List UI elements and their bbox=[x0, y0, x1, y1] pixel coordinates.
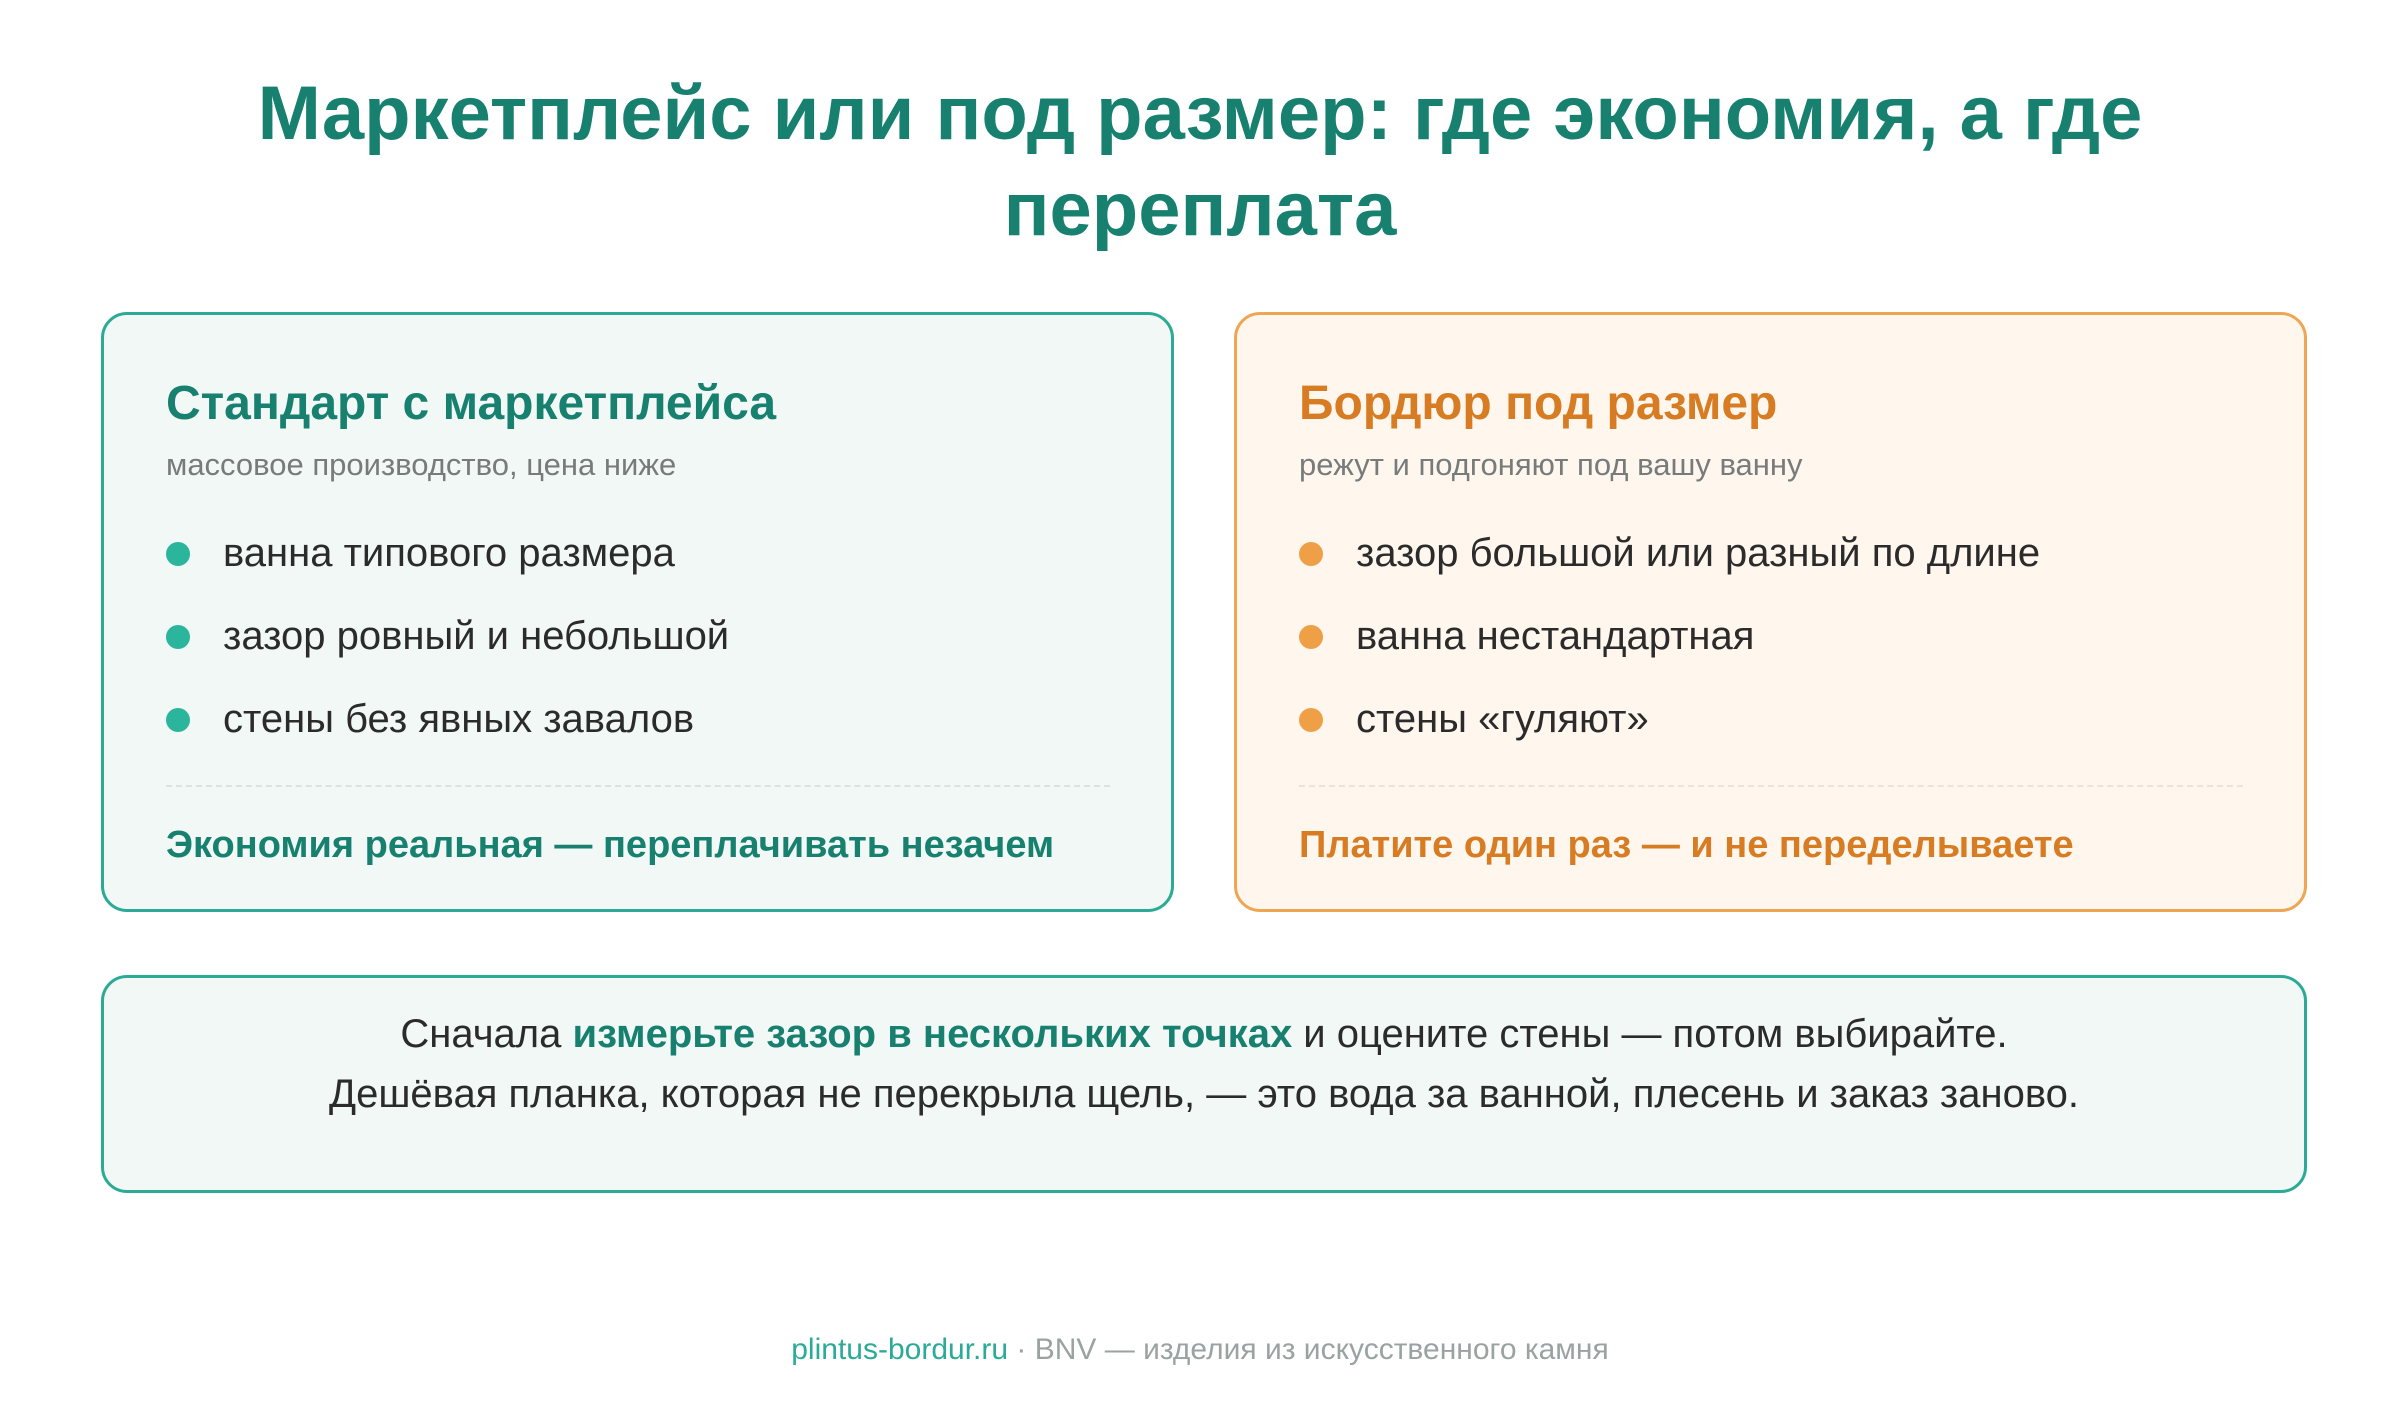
list-item bbox=[166, 678, 1109, 761]
marketplace-subtitle: массовое производство, цена ниже bbox=[166, 447, 677, 482]
list-item bbox=[1299, 678, 2242, 761]
list-item bbox=[1299, 512, 2242, 595]
list-item-text: зазор большой или разный по длине bbox=[1356, 531, 2041, 575]
bullet-dot-icon bbox=[166, 542, 190, 566]
dashed-divider bbox=[1299, 785, 2243, 787]
custom-size-heading: Бордюр под размер bbox=[1299, 377, 1778, 430]
list-item-text: ванна типового размера bbox=[223, 531, 675, 575]
advice-text: и оцените стены — потом выбирайте. bbox=[1292, 1012, 2008, 1056]
bullet-dot-icon bbox=[1299, 708, 1323, 732]
bullet-dot-icon bbox=[166, 708, 190, 732]
custom-size-list bbox=[1299, 512, 2242, 761]
page-title: Маркетплейс или под размер: где экономия, а где переплата bbox=[257, 71, 2143, 252]
list-item-text: зазор ровный и небольшой bbox=[223, 614, 730, 658]
list-item-text: стены «гуляют» bbox=[1356, 697, 1649, 741]
bullet-dot-icon bbox=[1299, 542, 1323, 566]
custom-size-conclusion: Платите один раз — и не переделываете bbox=[1299, 824, 2074, 866]
list-item bbox=[166, 595, 1109, 678]
advice-text: Сначала bbox=[400, 1012, 573, 1056]
list-item bbox=[166, 512, 1109, 595]
dashed-divider bbox=[166, 785, 1110, 787]
bullet-dot-icon bbox=[1299, 625, 1323, 649]
list-item-text: стены без явных завалов bbox=[223, 697, 695, 741]
marketplace-conclusion: Экономия реальная — переплачивать незачем bbox=[166, 824, 1055, 866]
advice-box bbox=[101, 975, 2307, 1193]
footer-site-link[interactable]: plintus-bordur.ru bbox=[791, 1333, 1009, 1366]
list-item bbox=[1299, 595, 2242, 678]
marketplace-card bbox=[101, 312, 1174, 912]
advice-line-2: Дешёвая планка, которая не перекрыла щель, — это вода за ванной, плесень и заказ заново. bbox=[329, 1072, 2079, 1116]
footer-separator: · bbox=[1008, 1333, 1035, 1366]
advice-highlight: измерьте зазор в нескольких точках bbox=[572, 1012, 1293, 1056]
bullet-dot-icon bbox=[166, 625, 190, 649]
footer-text: BNV — изделия из искусственного камня bbox=[1034, 1333, 1609, 1366]
marketplace-list bbox=[166, 512, 1109, 761]
custom-size-card bbox=[1234, 312, 2307, 912]
footer bbox=[0, 1330, 2400, 1370]
custom-size-subtitle: режут и подгоняют под вашу ванну bbox=[1299, 447, 1803, 482]
advice-line-1 bbox=[104, 1004, 2304, 1064]
marketplace-heading: Стандарт с маркетплейса bbox=[166, 377, 777, 430]
list-item-text: ванна нестандартная bbox=[1356, 614, 1755, 658]
